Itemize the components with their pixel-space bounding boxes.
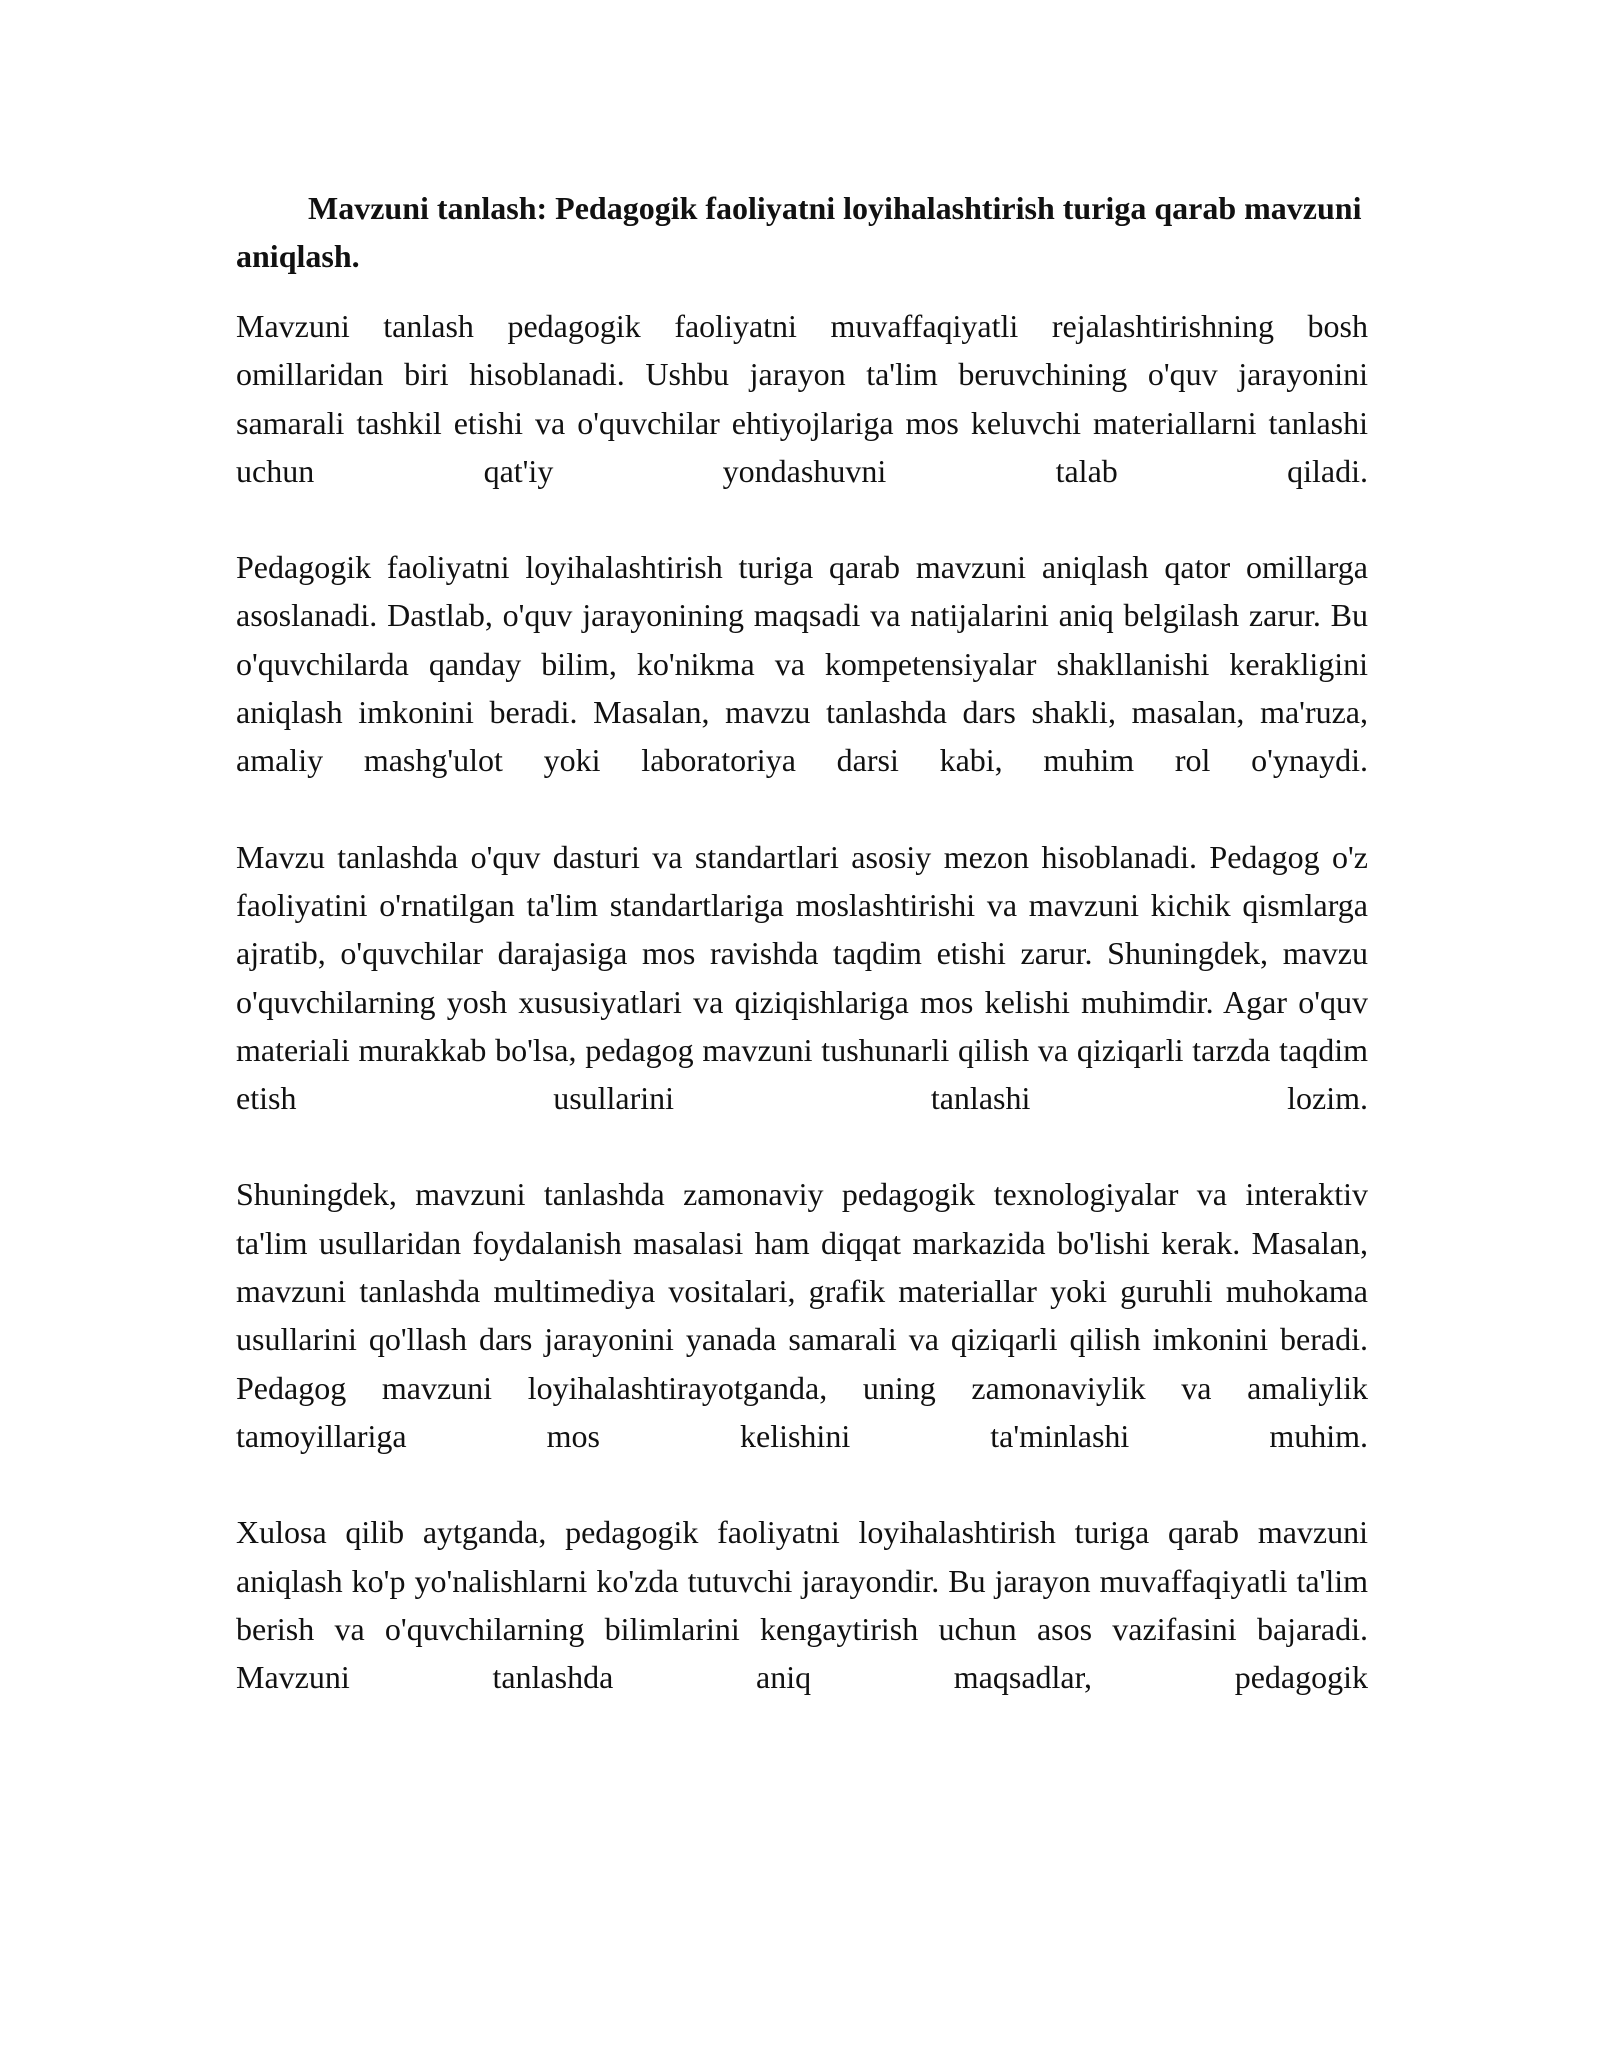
paragraph-gap bbox=[236, 785, 1368, 833]
paragraph-3: Mavzu tanlashda o'quv dasturi va standartlari asosiy mezon hisoblanadi. Pedagog o'z faoliyatini o'rnatilgan ta'lim standartlariga moslashtirishi va mavzuni kichik qismlarga ajratib, o'quvchilar darajasiga mos ravishda taqdim etishi zarur. Shuningdek, mavzu o'quvchilarning yosh xususiyatlari va qiziqishlariga mos kelishi muhimdir. Agar o'quv materiali murakkab bo'lsa, pedagog mavzuni tushunarli qilish va qiziqarli tarzda taqdim etish usullarini tanlashi lozim. bbox=[236, 838, 1368, 1117]
document-title: Mavzuni tanlash: Pedagogik faoliyatni loyihalashtirish turiga qarab mavzuni aniqlash. bbox=[236, 190, 1362, 274]
paragraph-5: Xulosa qilib aytganda, pedagogik faoliyatni loyihalashtirish turiga qarab mavzuni aniqlash ko'p yo'nalishlarni ko'zda tutuvchi jarayondir. Bu jarayon muvaffaqiyatli ta'lim berish va o'quvchilarning bilimlarini kengaytirish uchun asos vazifasini bajaradi. Mavzuni tanlashda aniq maqsadlar, pedagogik bbox=[236, 1514, 1368, 1696]
paragraph-4: Shuningdek, mavzuni tanlashda zamonaviy pedagogik texnologiyalar va interaktiv ta'lim usullaridan foydalanish masalasi ham diqqat markazida bo'lishi kerak. Masalan, mavzuni tanlashda multimediya vositalari, grafik materiallar yoki guruhli muhokama usullarini qo'llash dars jarayonini yanada samarali va qiziqarli qilish imkonini beradi. Pedagog mavzuni loyihalashtirayotganda, uning zamonaviylik va amaliylik tamoyillariga mos kelishini ta'minlashi muhim. bbox=[236, 1176, 1368, 1454]
paragraph-gap bbox=[236, 1460, 1368, 1508]
document-body bbox=[236, 184, 1368, 1701]
paragraph-2: Pedagogik faoliyatni loyihalashtirish turiga qarab mavzuni aniqlash qator omillarga asoslanadi. Dastlab, o'quv jarayonining maqsadi va natijalarini aniq belgilash zarur. Bu o'quvchilarda qanday bilim, ko'nikma va kompetensiyalar shakllanishi kerakligini aniqlash imkonini beradi. Masalan, mavzu tanlashda dars shakli, masalan, ma'ruza, amaliy mashg'ulot yoki laboratoriya darsi kabi, muhim rol o'ynaydi. bbox=[236, 549, 1368, 779]
paragraph-gap bbox=[236, 495, 1368, 543]
paragraph-1: Mavzuni tanlash pedagogik faoliyatni muvaffaqiyatli rejalashtirishning bosh omillaridan biri hisoblanadi. Ushbu jarayon ta'lim beruvchining o'quv jarayonini samarali tashkil etishi va o'quvchilar ehtiyojlariga mos keluvchi materiallarni tanlashi uchun qat'iy yondashuvni talab qiladi. bbox=[236, 308, 1368, 489]
paragraph-gap bbox=[236, 1122, 1368, 1170]
spacer bbox=[236, 280, 1368, 302]
